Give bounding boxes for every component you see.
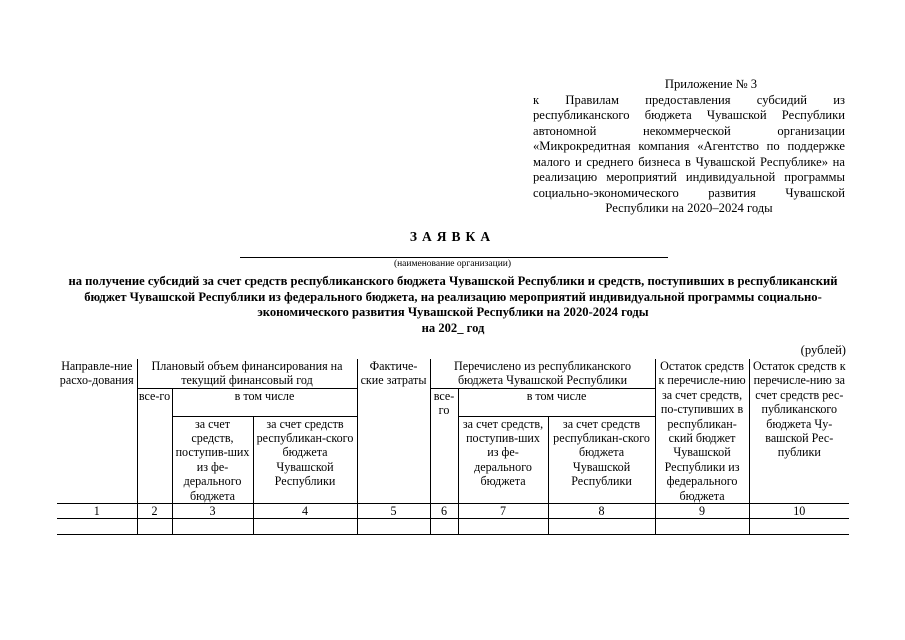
header-planned: Плановый объем финансирования на текущий финансовый год (137, 359, 357, 388)
empty-data-row (57, 519, 849, 535)
header-transferred-federal: за счет средств, поступив-ших из фе-дерального бюджета (458, 416, 548, 503)
empty-cell[interactable] (548, 519, 655, 535)
subtitle-year: на 202_ год (421, 320, 485, 335)
header-total-transferred: все-го (430, 388, 458, 503)
column-number: 6 (430, 504, 458, 519)
header-planned-republic: за счет средств республикан-ского бюджета Чувашской Республики (253, 416, 357, 503)
column-number: 3 (172, 504, 253, 519)
column-number: 8 (548, 504, 655, 519)
header-actual: Фактиче-ские затраты (357, 359, 430, 504)
header-transferred: Перечислено из республиканского бюджета Чувашской Республики (430, 359, 655, 388)
organization-name-line (240, 257, 668, 258)
header-rest-federal: Остаток средств к перечисле-нию за счет средств, по-ступивших в республикан-ский бюджет Чувашской Республики из федерального бюджета (655, 359, 749, 504)
units-label: (рублей) (800, 343, 846, 357)
organization-caption: (наименование организации) (393, 259, 512, 269)
empty-cell[interactable] (749, 519, 849, 535)
column-number: 9 (655, 504, 749, 519)
header-total-planned: все-го (137, 388, 172, 503)
empty-cell[interactable] (458, 519, 548, 535)
header-including-planned: в том числе (172, 388, 357, 416)
column-number: 2 (137, 504, 172, 519)
empty-cell[interactable] (137, 519, 172, 535)
empty-cell[interactable] (253, 519, 357, 535)
appendix-text: к Правилам предоставления субсидий из республиканского бюджета Чувашской Республики автономной некоммерческой организации «Микрокредитная компания «Агентство по поддержке малого и среднего бизнеса в Чувашской Республике» на реализацию мероприятий индивидуальной программы социально-экономического развития Чувашской Республики на 2020–2024 годы (533, 92, 845, 215)
header-including-transferred: в том числе (458, 388, 655, 416)
application-table (57, 359, 849, 535)
subtitle-text: на получение субсидий за счет средств республиканского бюджета Чувашской Республики и средств, поступивших в республиканский бюджет Чувашской Республики из федерального бюджета, на реализацию мероприятий индивидуальной программы социально-экономического развития Чувашской Республики на 2020-2024 годы (68, 274, 838, 319)
column-number: 7 (458, 504, 548, 519)
appendix-number: Приложение № 3 (664, 77, 758, 91)
header-direction: Направле-ние расхо-дования (57, 359, 137, 504)
empty-cell[interactable] (357, 519, 430, 535)
header-transferred-republic: за счет средств республикан-ского бюджета Чувашской Республики (548, 416, 655, 503)
appendix-block (533, 77, 845, 217)
column-number: 10 (749, 504, 849, 519)
column-number: 5 (357, 504, 430, 519)
column-number: 1 (57, 504, 137, 519)
header-planned-federal: за счет средств, поступив-ших из фе-дерального бюджета (172, 416, 253, 503)
column-number: 4 (253, 504, 357, 519)
empty-cell[interactable] (430, 519, 458, 535)
empty-cell[interactable] (655, 519, 749, 535)
document-title: ЗАЯВКА (409, 229, 496, 244)
document-subtitle (57, 274, 849, 336)
header-rest-republic: Остаток средств к перечисле-нию за счет средств рес-публиканского бюджета Чу-вашской Рес-публики (749, 359, 849, 504)
empty-cell[interactable] (57, 519, 137, 535)
empty-cell[interactable] (172, 519, 253, 535)
